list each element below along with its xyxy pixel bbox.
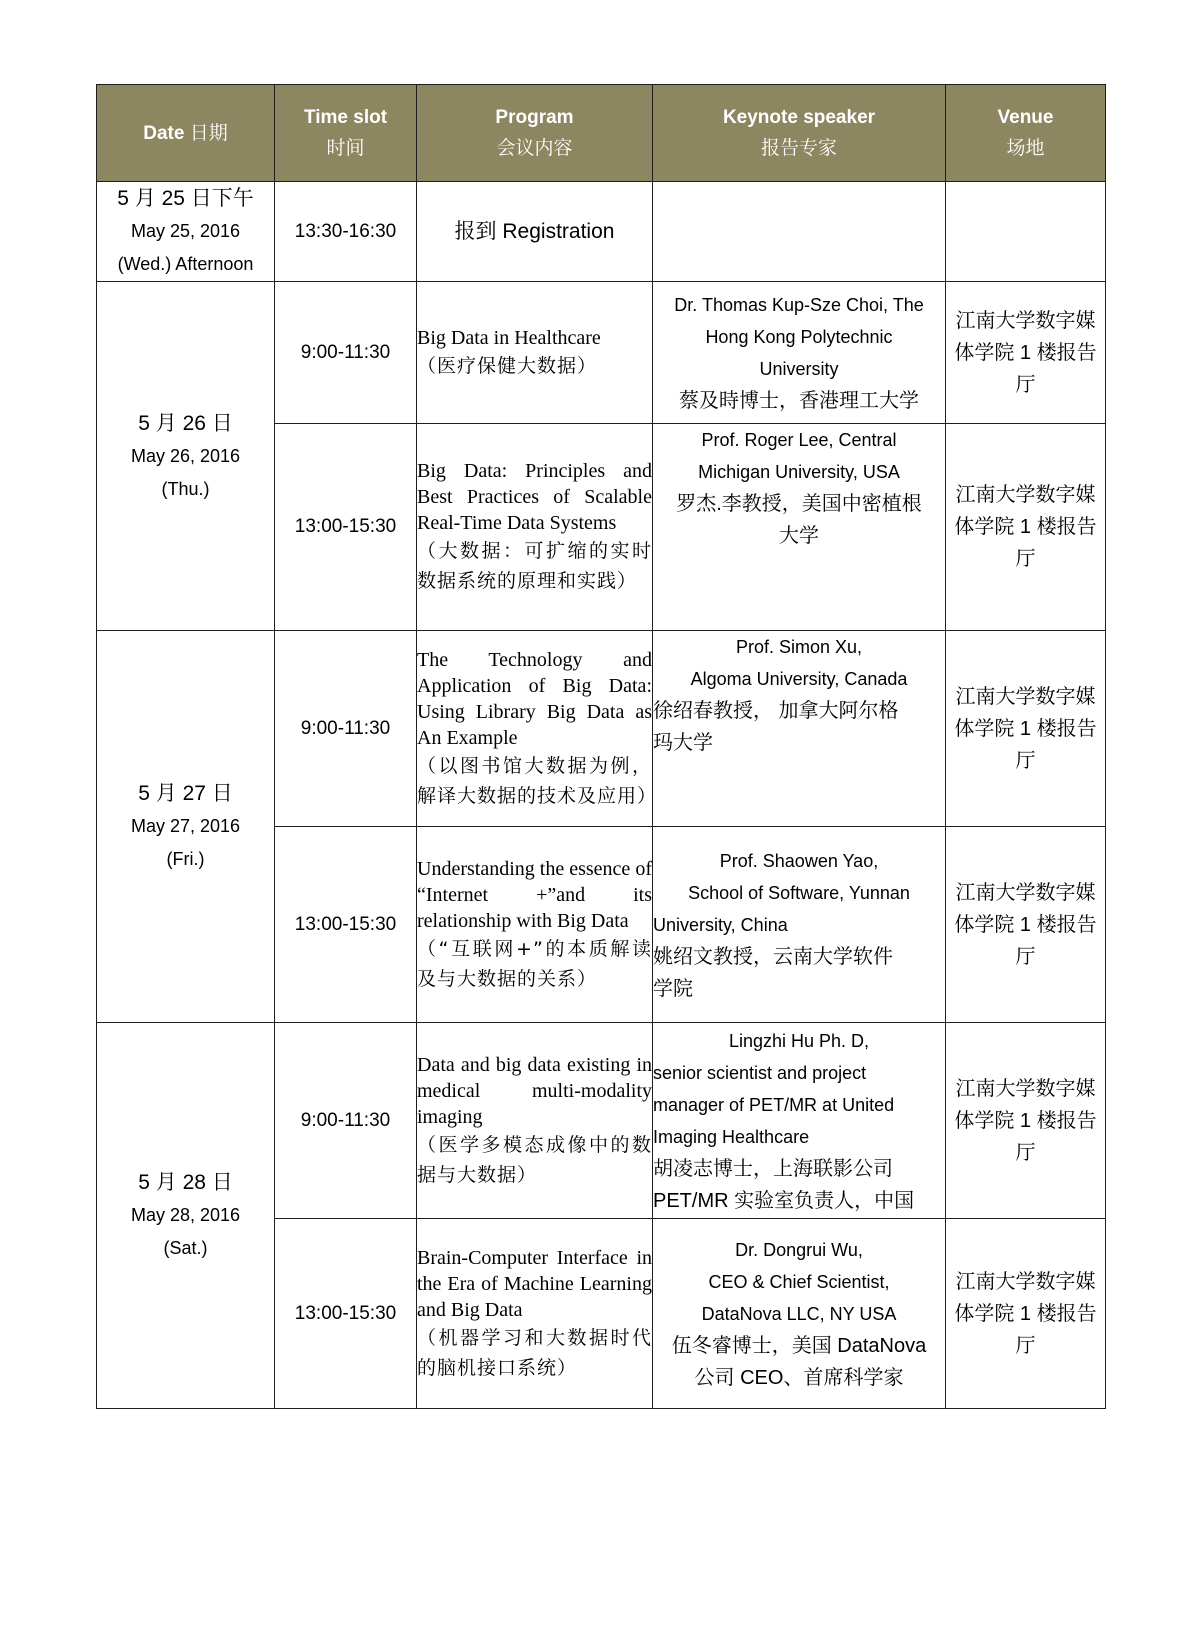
speaker-cell: Prof. Shaowen Yao, School of Software, Yunnan University, China 姚绍文教授，云南大学软件 学院 [653, 827, 946, 1023]
venue-cell: 江南大学数字媒体学院 1 楼报告厅 [946, 827, 1106, 1023]
time-cell: 9:00-11:30 [275, 631, 417, 827]
date-cell: 5 月 27 日 May 27, 2016 (Fri.) [97, 631, 275, 1023]
date-cell: 5 月 26 日 May 26, 2016 (Thu.) [97, 282, 275, 631]
program-cell: Brain-Computer Interface in the Era of Machine Learning and Big Data （机器学习和大数据时代的脑机接口系统） [417, 1219, 653, 1409]
table-row [97, 182, 1106, 282]
time-cell: 13:00-15:30 [275, 424, 417, 631]
time-cell: 9:00-11:30 [275, 282, 417, 424]
program-cell: Big Data in Healthcare （医疗保健大数据） [417, 282, 653, 424]
header-row [97, 85, 1106, 182]
header-date: Date 日期 [97, 85, 275, 182]
table-row [97, 631, 1106, 827]
venue-cell: 江南大学数字媒体学院 1 楼报告厅 [946, 282, 1106, 424]
speaker-cell: Prof. Simon Xu, Algoma University, Canada 徐绍春教授， 加拿大阿尔格 玛大学 [653, 631, 946, 827]
header-program: Program 会议内容 [417, 85, 653, 182]
speaker-cell [653, 182, 946, 282]
date-cell: 5 月 25 日下午 May 25, 2016 (Wed.) Afternoon [97, 182, 275, 282]
header-speaker: Keynote speaker 报告专家 [653, 85, 946, 182]
time-cell: 13:30-16:30 [275, 182, 417, 282]
schedule-table [96, 84, 1106, 1409]
venue-cell: 江南大学数字媒体学院 1 楼报告厅 [946, 1023, 1106, 1219]
header-venue: Venue 场地 [946, 85, 1106, 182]
venue-cell: 江南大学数字媒体学院 1 楼报告厅 [946, 424, 1106, 631]
table-row [97, 1023, 1106, 1219]
date-cell: 5 月 28 日 May 28, 2016 (Sat.) [97, 1023, 275, 1409]
speaker-cell: Prof. Roger Lee, Central Michigan University, USA 罗杰.李教授，美国中密植根 大学 [653, 424, 946, 631]
table-row [97, 282, 1106, 424]
program-cell: Data and big data existing in medical multi-modality imaging （医学多模态成像中的数据与大数据） [417, 1023, 653, 1219]
speaker-cell: Lingzhi Hu Ph. D, senior scientist and project manager of PET/MR at United Imaging Healthcare 胡凌志博士，上海联影公司 PET/MR 实验室负责人，中国 [653, 1023, 946, 1219]
speaker-cell: Dr. Dongrui Wu, CEO & Chief Scientist, DataNova LLC, NY USA 伍冬睿博士，美国 DataNova 公司 CEO、首席科学家 [653, 1219, 946, 1409]
time-cell: 9:00-11:30 [275, 1023, 417, 1219]
venue-cell [946, 182, 1106, 282]
speaker-cell: Dr. Thomas Kup-Sze Choi, The Hong Kong Polytechnic University 蔡及時博士，香港理工大学 [653, 282, 946, 424]
program-cell: Understanding the essence of “Internet +”and its relationship with Big Data （“互联网+”的本质解读及与大数据的关系） [417, 827, 653, 1023]
program-cell: 报到 Registration [417, 182, 653, 282]
program-cell: Big Data: Principles and Best Practices of Scalable Real-Time Data Systems （大数据：可扩缩的实时数据系统的原理和实践） [417, 424, 653, 631]
time-cell: 13:00-15:30 [275, 1219, 417, 1409]
time-cell: 13:00-15:30 [275, 827, 417, 1023]
header-time: Time slot 时间 [275, 85, 417, 182]
venue-cell: 江南大学数字媒体学院 1 楼报告厅 [946, 1219, 1106, 1409]
program-cell: The Technology and Application of Big Data: Using Library Big Data as An Example （以图书馆大数据为例，解译大数据的技术及应用） [417, 631, 653, 827]
venue-cell: 江南大学数字媒体学院 1 楼报告厅 [946, 631, 1106, 827]
